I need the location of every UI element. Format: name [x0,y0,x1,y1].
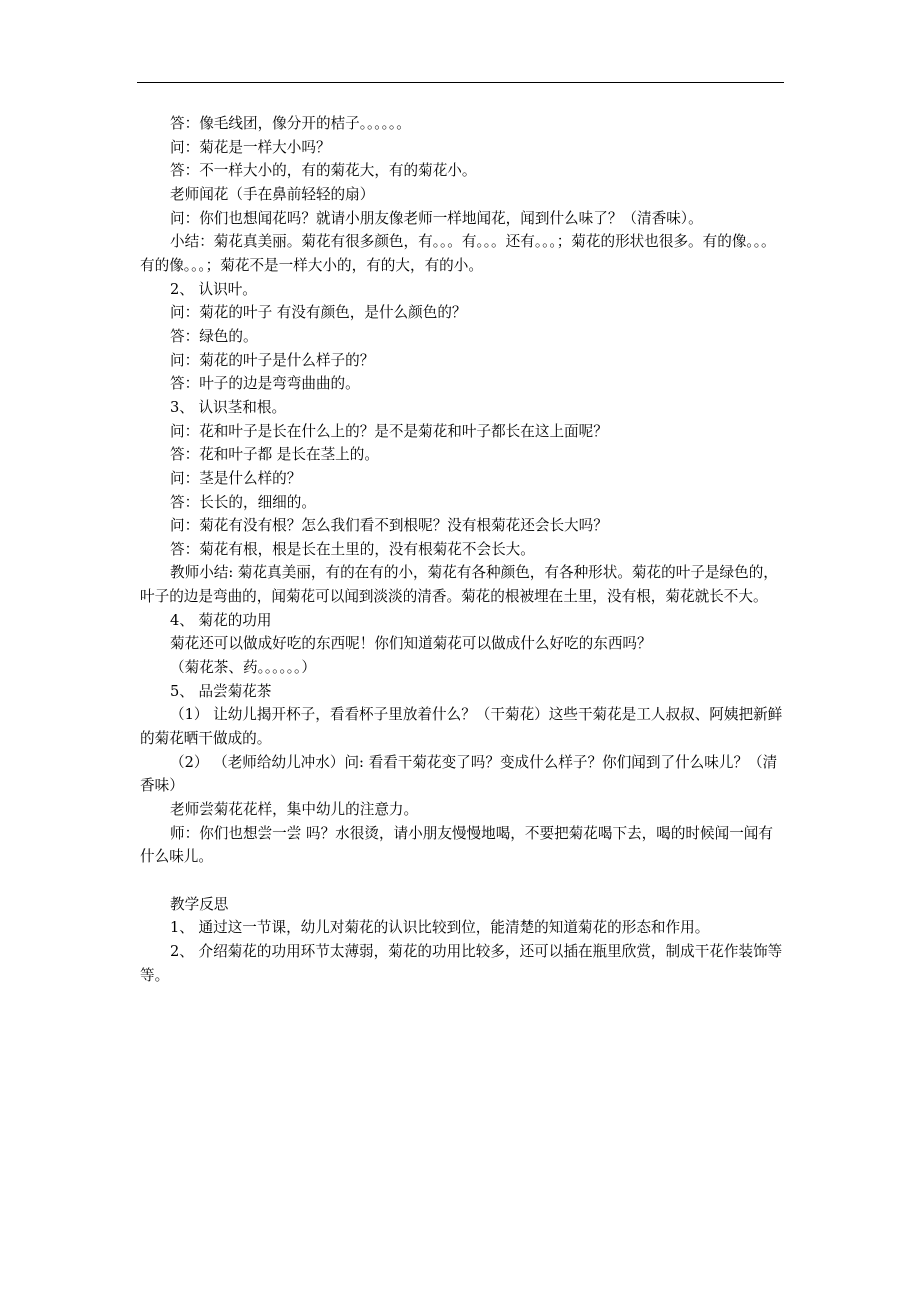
paragraph: 师：你们也想尝一尝 吗？水很烫，请小朋友慢慢地喝，不要把菊花喝下去，喝的时候闻一闻有什么味儿。 [140,824,773,866]
paragraph: 答：花和叶子都 是长在茎上的。 [170,446,379,464]
paragraph: 答：菊花有根，根是长在土里的，没有根菊花不会长大。 [170,540,535,558]
paragraph: 问：菊花是一样大小吗？ [170,138,331,156]
paragraph: 答：绿色的。 [170,327,258,345]
paragraph: 答：长长的，细细的。 [170,493,316,511]
paragraph: 答：不一样大小的，有的菊花大，有的菊花小。 [170,162,477,180]
paragraph: （菊花茶、药。。。。。。） [170,659,316,677]
section-heading: 3、 认识茎和根。 [170,398,287,416]
paragraph: 问：你们也想闻花吗？就请小朋友像老师一样地闻花，闻到什么味了？（清香味）。 [170,209,703,227]
paragraph: 老师尝菊花花样，集中幼儿的注意力。 [170,801,419,819]
header-rule [137,82,784,83]
paragraph: （1） 让幼儿揭开杯子，看看杯子里放着什么？（干菊花）这些干菊花是工人叔叔、阿姨把新鲜的菊花晒干做成的。 [140,706,783,748]
paragraph: 问：花和叶子是长在什么上的？是不是菊花和叶子都长在这上面呢？ [170,422,608,440]
section-heading: 2、 认识叶。 [170,280,257,298]
section-heading: 5、 品尝菊花茶 [170,682,272,700]
paragraph: 小结：菊花真美丽。菊花有很多颜色，有。。。有。。。还有。。。；菊花的形状也很多。有的像。。。有的像。。。；菊花不是一样大小的，有的大，有的小。 [140,233,776,274]
blank-line [140,869,784,893]
paragraph: 答：像毛线团，像分开的桔子。。。。。。 [170,115,411,132]
reflection-heading: 教学反思 [170,895,229,913]
paragraph: 问：茎是什么样的？ [170,469,302,487]
paragraph: 老师闻花（手在鼻前轻轻的扇） [170,185,375,203]
paragraph: 教师小结: 菊花真美丽，有的在有的小，菊花有各种颜色，有各种形状。菊花的叶子是绿色的，叶子的边是弯曲的，闻菊花可以闻到淡淡的清香。菊花的根被埋在土里，没有根，菊花就长不大。 [140,564,778,606]
paragraph: 答：叶子的边是弯弯曲曲的。 [170,375,360,393]
document-body [140,112,784,987]
paragraph: 问：菊花的叶子是什么样子的？ [170,351,375,369]
section-heading: 4、 菊花的功用 [170,611,272,629]
paragraph: 菊花还可以做成好吃的东西呢！你们知道菊花可以做成什么好吃的东西吗？ [170,635,652,653]
paragraph: （2） （老师给幼儿冲水）问: 看看干菊花变了吗？变成什么样子？你们闻到了什么味儿？（清香味） [140,753,778,795]
reflection-item: 2、 介绍菊花的功用环节太薄弱，菊花的功用比较多，还可以插在瓶里欣赏，制成干花作装饰等等。 [140,942,783,984]
reflection-item: 1、 通过这一节课，幼儿对菊花的认识比较到位，能清楚的知道菊花的形态和作用。 [170,919,710,937]
paragraph: 问：菊花的叶子 有没有颜色，是什么颜色的？ [170,304,467,322]
paragraph: 问：菊花有没有根？怎么我们看不到根呢？没有根菊花还会长大吗？ [170,517,608,535]
